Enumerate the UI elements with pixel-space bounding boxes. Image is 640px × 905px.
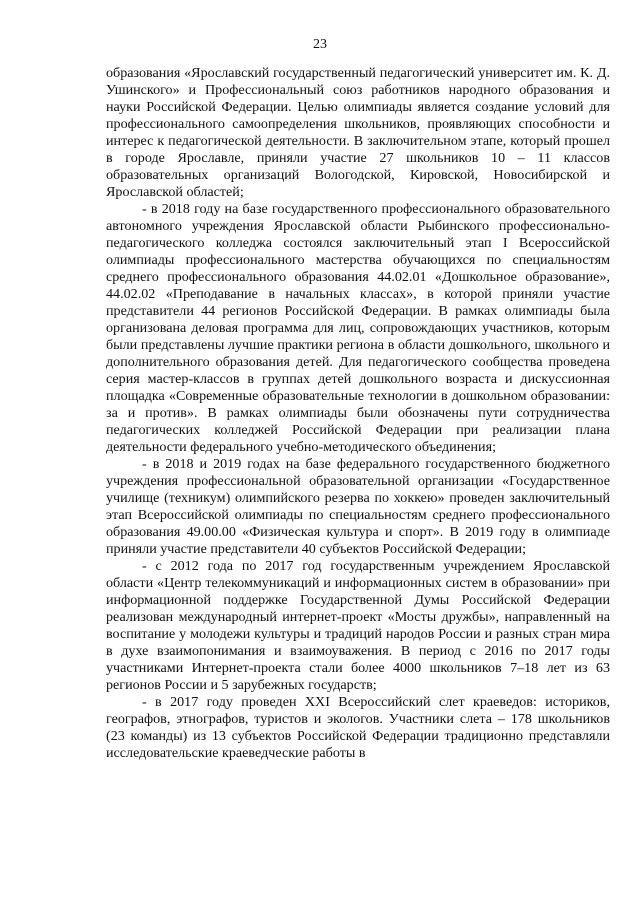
- paragraph-rybinsk-olympiad: - в 2018 году на базе государственного профессионального образовательного автономного учреждения Ярославской области Рыбинского профессионально-педагогического колледжа состоялся заключительный этап I Всероссийской олимпиады профессионального мастерства обучающихся по специальностям среднего профессионального образования 44.02.01 «Дошкольное образование», 44.02.02 «Преподавание в начальных классах», в которой приняли участие представители 44 регионов Российской Федерации. В рамках олимпиады была организована деловая программа для лиц, сопровождающих участников, которым были представлены лучшие практики региона в области дошкольного, школьного и дополнительного образования детей. Для педагогического сообщества проведена серия мастер-классов в группах детей дошкольного возраста и дискуссионная площадка «Современные образовательные технологии в дошкольном образовании: за и против». В рамках олимпиады были обозначены пути сотрудничества педагогических колледжей Российской Федерации при реализации плана деятельности федерального учебно-методического объединения;: [106, 201, 610, 455]
- paragraph-local-historians-rally: - в 2017 году проведен XXI Всероссийский слет краеведов: историков, географов, этнографов, туристов и экологов. Участники слета – 178 школьников (23 команды) из 13 субъектов Российской Федерации традиционно представляли исследовательские краеведческие работы в: [106, 694, 610, 761]
- paragraph-bridges-of-friendship: - с 2012 года по 2017 год государственным учреждением Ярославской области «Центр телекоммуникаций и информационных систем в образовании» при информационной поддержке Государственной Думы Российской Федерации реализован международный интернет-проект «Мосты дружбы», направленный на воспитание у молодежи культуры и традиций народов России и разных стран мира в духе взаимопонимания и взаимоуважения. В период с 2016 по 2017 годы участниками Интернет-проекта стали более 4000 школьников 7–18 лет из 63 регионов России и 5 зарубежных государств;: [106, 558, 610, 693]
- document-body: [106, 65, 610, 762]
- paragraph-hockey-reserve-olympiad: - в 2018 и 2019 годах на базе федерального государственного бюджетного учреждения профессиональной образовательной организации «Государственное училище (техникум) олимпийского резерва по хоккею» проведен заключительный этап Всероссийской олимпиады по специальностям среднего профессионального образования 49.00.00 «Физическая культура и спорт». В 2019 году в олимпиаде приняли участие представители 40 субъектов Российской Федерации;: [106, 456, 610, 557]
- page-number: 23: [313, 37, 327, 52]
- paragraph-olympiad-intro: образования «Ярославский государственный педагогический университет им. К. Д. Ушинского» и Профессиональный союз работников народного образования и науки Российской Федерации. Целью олимпиады является создание условий для профессионального самоопределения школьников, проявляющих способности и интерес к педагогической деятельности. В заключительном этапе, который прошел в городе Ярославле, приняли участие 27 школьников 10 – 11 классов образовательных организаций Вологодской, Кировской, Новосибирской и Ярославской областей;: [106, 65, 610, 200]
